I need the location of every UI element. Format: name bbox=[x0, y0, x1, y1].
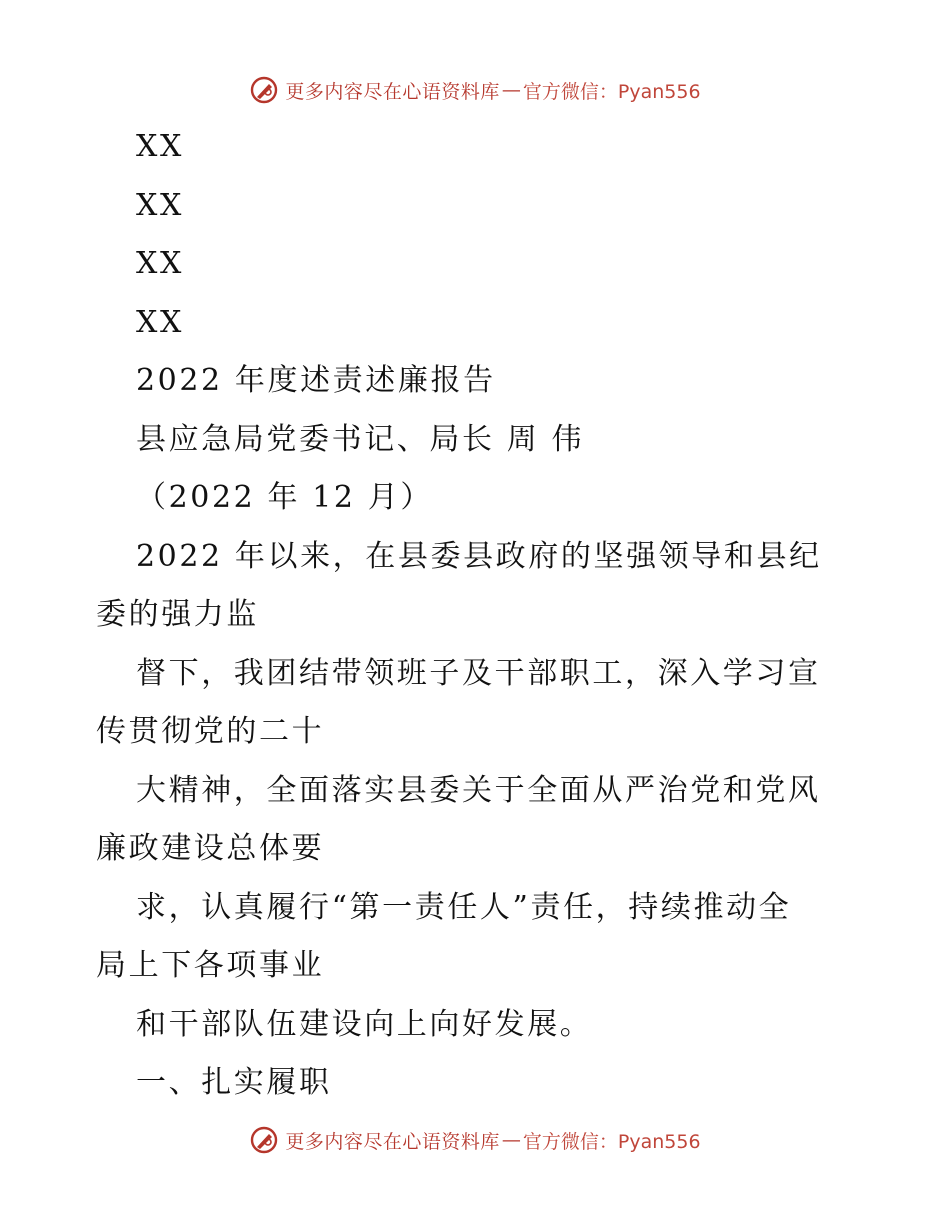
placeholder-line: XX bbox=[136, 129, 184, 164]
quill-pen-logo-icon bbox=[249, 75, 279, 105]
document-body bbox=[96, 118, 856, 1113]
watermark-contact: 官方微信：Pyan556 bbox=[522, 1130, 701, 1153]
date-line: （2022 年 12 月） bbox=[136, 480, 433, 515]
paragraph-line: 督下，我团结带领班子及干部职工，深入学习宣 bbox=[136, 655, 821, 691]
watermark-separator: — bbox=[501, 79, 521, 101]
header-watermark bbox=[0, 70, 950, 110]
watermark-contact: 官方微信：Pyan556 bbox=[522, 80, 701, 103]
footer-watermark bbox=[0, 1120, 950, 1160]
paragraph-line: 和干部队伍建设向上向好发展。 bbox=[136, 1006, 593, 1042]
paragraph-line: 委的强力监 bbox=[96, 597, 259, 632]
report-title: 2022 年度述责述廉报告 bbox=[136, 363, 496, 398]
paragraph-line: 传贯彻党的二十 bbox=[96, 714, 325, 749]
paragraph-line: 大精神，全面落实县委关于全面从严治党和党风 bbox=[136, 772, 821, 808]
watermark-label: 更多内容尽在心语资料库 bbox=[285, 1130, 500, 1153]
section-heading: 一、扎实履职 bbox=[136, 1065, 332, 1100]
paragraph-line: 廉政建设总体要 bbox=[96, 831, 325, 866]
placeholder-line: XX bbox=[136, 246, 184, 281]
paragraph-line: 2022 年以来，在县委县政府的坚强领导和县纪 bbox=[136, 538, 822, 574]
paragraph-line: 求，认真履行“第一责任人”责任，持续推动全 bbox=[136, 889, 792, 925]
placeholder-line: XX bbox=[136, 187, 184, 223]
watermark-separator: — bbox=[501, 1129, 521, 1151]
paragraph-line: 局上下各项事业 bbox=[96, 948, 325, 983]
author-line: 县应急局党委书记、局长 周 伟 bbox=[136, 421, 585, 457]
placeholder-line: XX bbox=[136, 304, 184, 340]
watermark-label: 更多内容尽在心语资料库 bbox=[285, 80, 500, 103]
quill-pen-logo-icon bbox=[249, 1125, 279, 1155]
